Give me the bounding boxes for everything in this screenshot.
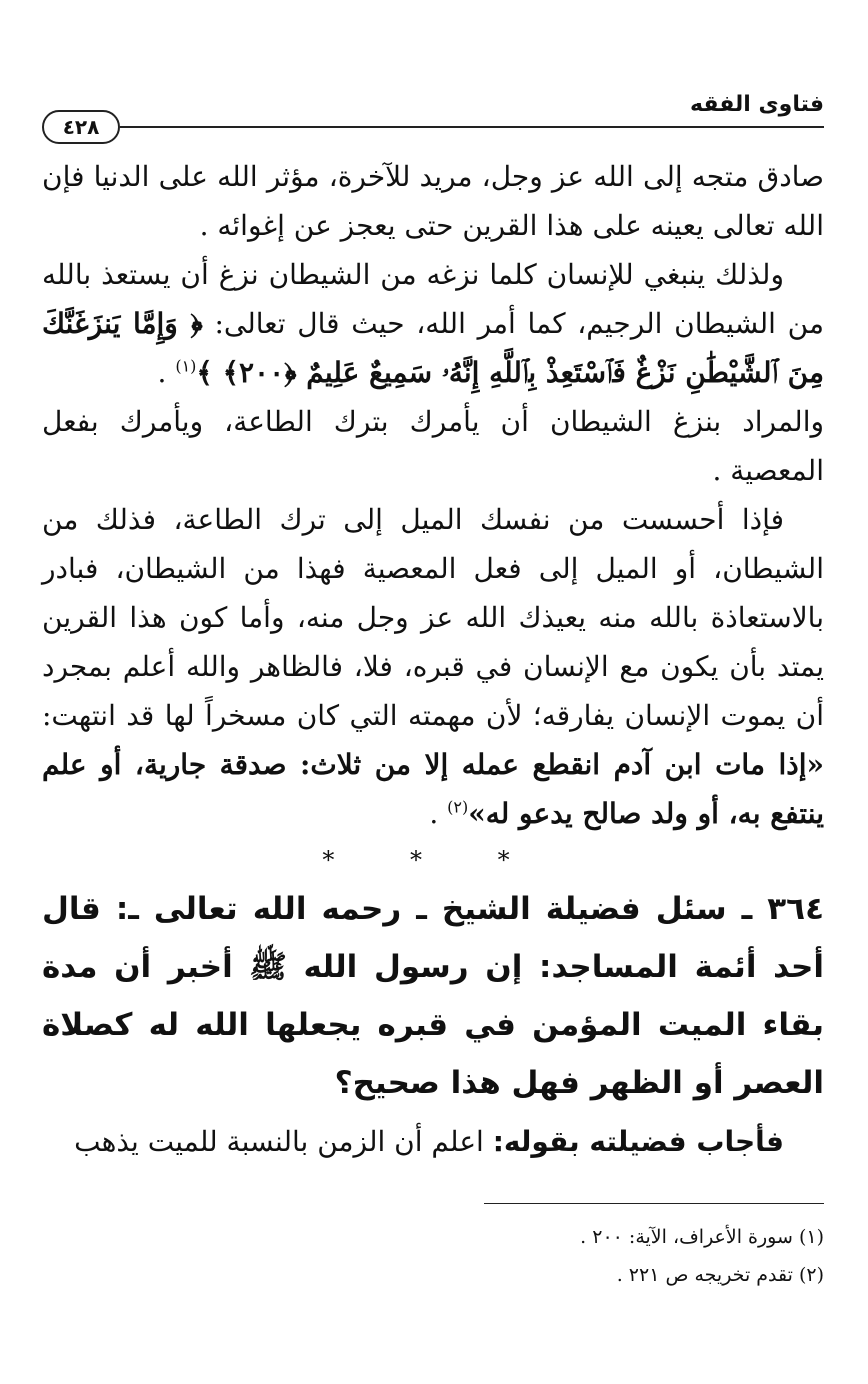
paragraph-4-end: . <box>429 797 439 830</box>
answer <box>42 1116 824 1168</box>
page-header <box>42 92 824 139</box>
footnotes <box>44 1218 824 1294</box>
question-364: ٣٦٤ ـ سئل فضيلة الشيخ ـ رحمه الله تعالى ـ: قال أحد أئمة المساجد: إن رسول الله ﷺ أخبر أن مدة بقاء الميت المؤمن في قبره يجعلها الله له كصلاة العصر أو الظهر فهل هذا صحيح؟ <box>42 891 824 1101</box>
quran-verse: ﴿ وَإِمَّا يَنزَغَنَّكَ مِنَ ٱلشَّيْطَٰنِ نَزْغٌ فَٱسْتَعِذْ بِٱللَّهِ إِنَّهُۥ سَمِيعٌ عَلِيمٌ ﴿٢٠٠﴾ ﴾ <box>42 307 824 389</box>
body-text <box>42 152 824 1168</box>
paragraph-1: صادق متجه إلى الله عز وجل، مريد للآخرة، مؤثر الله على الدنيا فإن الله تعالى يعينه على هذا القرين حتى يعجز عن إغوائه . <box>42 160 824 242</box>
footnote-1: (١) سورة الأعراف، الآية: ٢٠٠ . <box>580 1226 824 1248</box>
paragraph-2-end: . <box>157 356 167 389</box>
footnote-rule <box>484 1203 824 1204</box>
paragraph-4 <box>42 495 824 838</box>
footnote-ref-1: (١) <box>175 356 197 376</box>
answer-lead: فأجاب فضيلته بقوله: <box>492 1125 784 1158</box>
paragraph-3: والمراد بنزغ الشيطان أن يأمرك بترك الطاعة، ويأمرك بفعل المعصية . <box>42 405 824 487</box>
page-number: ٤٢٨ <box>42 110 120 144</box>
answer-text: اعلم أن الزمن بالنسبة للميت يذهب <box>74 1125 484 1158</box>
paragraph-4-text: فإذا أحسست من نفسك الميل إلى ترك الطاعة، فذلك من الشيطان، أو الميل إلى فعل المعصية فهذا من الشيطان، فبادر بالاستعاذة بالله منه يعيذك الله عز وجل منه، وأما كون هذا القرين يمتد بأن يكون مع الإنسان في قبره، فلا، فالظاهر والله أعلم بمجرد أن يموت الإنسان يفارقه؛ لأن مهمته التي كان مسخراً لها قد انتهت: <box>42 503 824 732</box>
section-separator: * * * <box>322 846 544 874</box>
footnote-2: (٢) تقدم تخريجه ص ٢٢١ . <box>616 1264 824 1286</box>
paragraph-2 <box>42 250 824 397</box>
running-title: فتاوى الفقه <box>690 92 824 117</box>
hadith-quote: «إذا مات ابن آدم انقطع عمله إلا من ثلاث: صدقة جارية، أو علم ينتفع به، أو ولد صالح يدعو له» <box>42 748 824 830</box>
header-rule <box>120 126 824 128</box>
footnote-ref-2: (٢) <box>447 797 469 817</box>
paragraph-2-text: ولذلك ينبغي للإنسان كلما نزغه من الشيطان نزغ أن يستعذ بالله من الشيطان الرجيم، كما أمر الله، حيث قال تعالى: <box>42 258 824 340</box>
